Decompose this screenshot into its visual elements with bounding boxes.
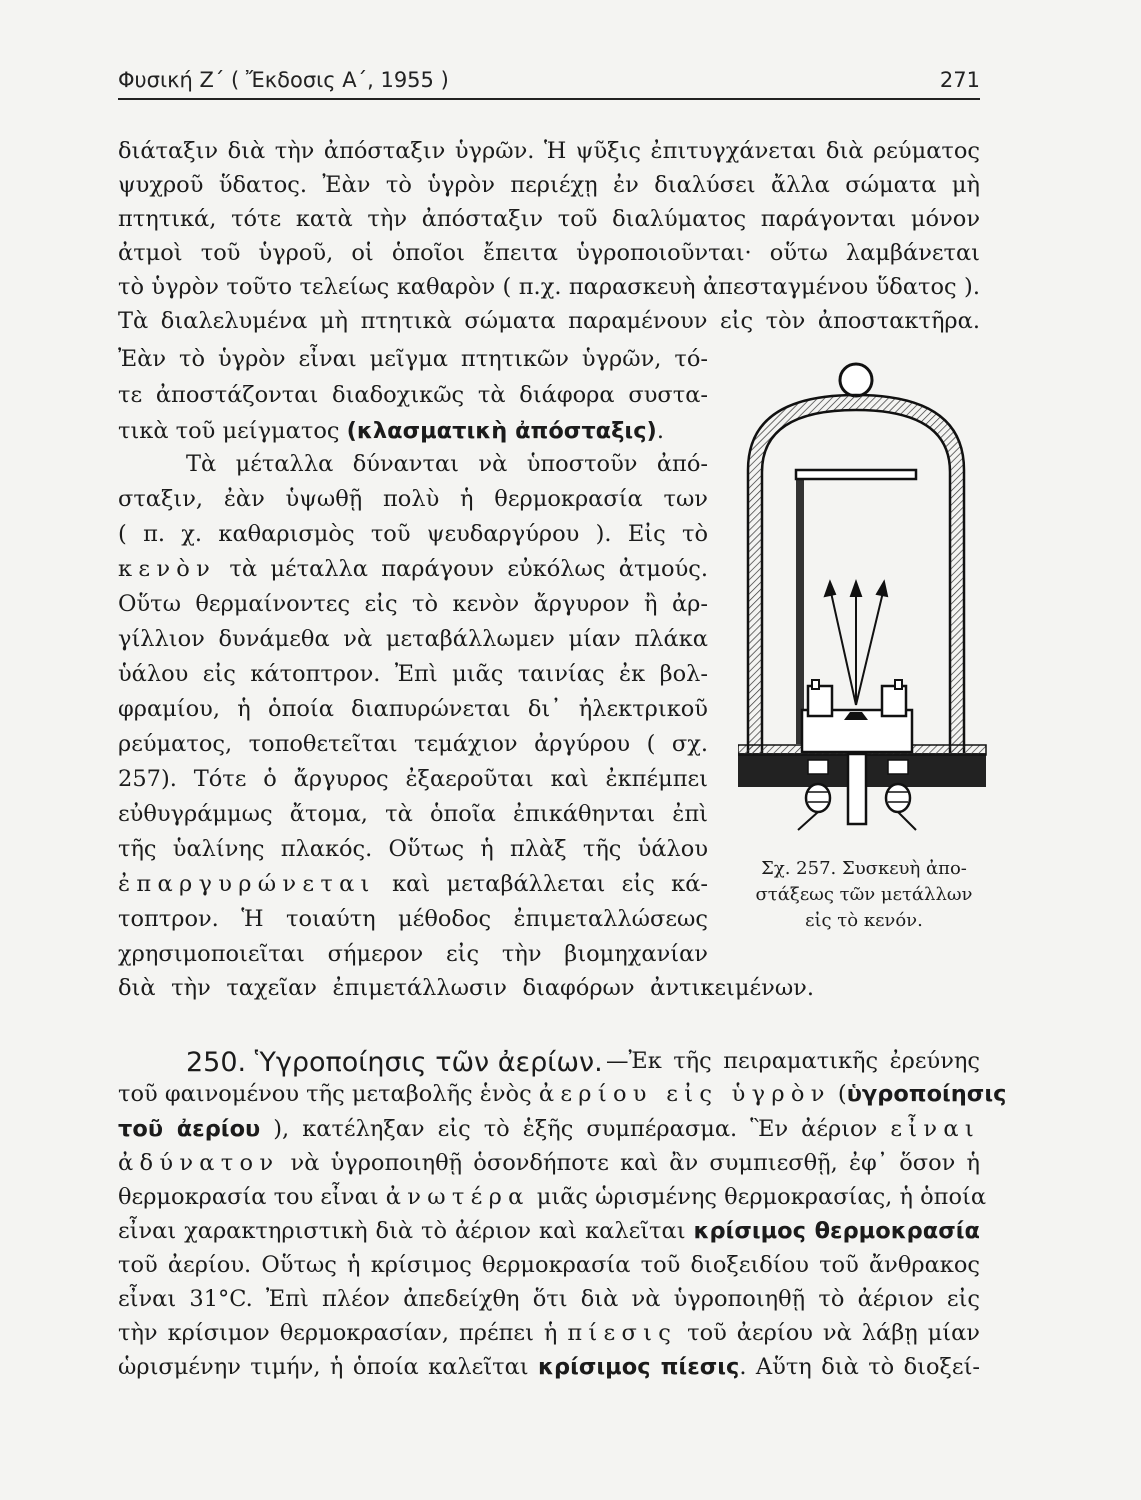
text-line: τοπτρον. Ἡ τοιαύτη μέθοδος ἐπιμεταλλώσεως	[118, 906, 708, 932]
text-line: σταξιν, ἐὰν ὑψωθῇ πολὺ ἡ θερμοκρασία των	[118, 486, 708, 512]
text-line: ὡρισμένην τιμήν, ἡ ὁποία καλεῖται κρίσιμος πίεσις. Αὕτη διὰ τὸ διοξεί-	[118, 1354, 980, 1380]
term-fractional-distillation: (κλασματικὴ ἀπόσταξις)	[346, 418, 657, 444]
text-line-vacuum: κενὸν τὰ μέταλλα παράγουν εὐκόλως ἀτμούς.	[118, 556, 708, 582]
text-line: γίλλιον δυνάμεθα νὰ μεταβάλλωμεν μίαν πλάκα	[118, 626, 708, 652]
text-line: —Ἐκ τῆς πειραματικῆς ἐρεύνης	[606, 1048, 980, 1074]
text-line: εὐθυγράμμως ἄτομα, τὰ ὁποῖα ἐπικάθηνται ἐπὶ	[118, 801, 708, 827]
text-line: τοῦ ἀερίου. Οὕτως ἡ κρίσιμος θερμοκρασία τοῦ διοξειδίου τοῦ ἄνθρακος	[118, 1252, 980, 1278]
text-line: ἀδύνατον νὰ ὑγροποιηθῇ ὁσονδήποτε καὶ ἂν συμπιεσθῇ, ἐφ᾿ ὅσον ἡ	[118, 1150, 980, 1176]
text-line: τοῦ ἀερίου ), κατέληξαν εἰς τὸ ἑξῆς συμπέρασμα. Ἓν ἀέριον εἶναι	[118, 1116, 980, 1142]
text-line: θερμοκρασία του εἶναι ἀνωτέρα μιᾶς ὡρισμένης θερμοκρασίας, ἡ ὁποία	[118, 1184, 987, 1210]
text-line: τε ἀποστάζονται διαδοχικῶς τὰ διάφορα συστα-	[118, 382, 708, 408]
text-line: ρεύματος, τοποθετεῖται τεμάχιον ἀργύρου ( σχ.	[118, 731, 708, 757]
text-line-silvering: ἐπαργυρώνεται καὶ μεταβάλλεται εἰς κά-	[118, 871, 708, 897]
running-header	[118, 68, 980, 100]
text-line: πτητικά, τότε κατὰ τὴν ἀπόσταξιν τοῦ διαλύματος παράγονται μόνον	[118, 206, 980, 232]
text-line: φραμίου, ἡ ὁποία διαπυρώνεται δι᾿ ἠλεκτρικοῦ	[118, 696, 708, 722]
term-critical-temperature: κρίσιμος θερμοκρασία	[693, 1218, 980, 1244]
text-line: διὰ τὴν ταχεῖαν ἐπιμετάλλωσιν διαφόρων ἀντικειμένων.	[118, 975, 814, 1001]
text-line: τοῦ φαινομένου τῆς μεταβολῆς ἑνὸς ἀερίου εἰς ὑγρὸν (ὑγροποίησις	[118, 1081, 1007, 1107]
vacuum-distillation-apparatus-figure	[738, 350, 988, 850]
text-line: ὑάλου εἰς κάτοπτρον. Ἐπὶ μιᾶς ταινίας ἐκ βολ-	[118, 661, 708, 687]
text-line: Τὰ μέταλλα δύνανται νὰ ὑποστοῦν ἀπό-	[186, 451, 708, 477]
text-line: ψυχροῦ ὕδατος. Ἐὰν τὸ ὑγρὸν περιέχῃ ἐν διαλύσει ἄλλα σώματα μὴ	[118, 172, 980, 198]
text-line: 257). Τότε ὁ ἄργυρος ἐξαεροῦται καὶ ἐκπέμπει	[118, 766, 708, 792]
term-liquefaction: ὑγροποίησις	[846, 1081, 1007, 1107]
text-line: διάταξιν διὰ τὴν ἀπόσταξιν ὑγρῶν. Ἡ ψῦξις ἐπιτυγχάνεται διὰ ρεύματος	[118, 138, 980, 164]
text-line: εἶναι 31°C. Ἐπὶ πλέον ἀπεδείχθη ὅτι διὰ νὰ ὑγροποιηθῇ τὸ ἀέριον εἰς	[118, 1286, 980, 1312]
text-line: εἶναι χαρακτηριστικὴ διὰ τὸ ἀέριον καὶ καλεῖται κρίσιμος θερμοκρασία	[118, 1218, 980, 1244]
text-line: Τὰ διαλελυμένα μὴ πτητικὰ σώματα παραμένουν εἰς τὸν ἀποστακτῆρα.	[118, 308, 980, 334]
text-line: τῆς ὑαλίνης πλακός. Οὕτως ἡ πλὰξ τῆς ὑάλου	[118, 836, 708, 862]
running-title: Φυσική Ζ΄ ( Ἔκδοσις Α΄, 1955 )	[118, 68, 449, 92]
text-line-fractional-distillation: τικὰ τοῦ μείγματος (κλασματικὴ ἀπόσταξις).	[118, 418, 664, 444]
section-heading: 250. Ὑγροποίησις τῶν ἀερίων.	[186, 1047, 603, 1078]
term-critical-pressure: κρίσιμος πίεσις	[538, 1354, 740, 1380]
text-line: ἀτμοὶ τοῦ ὑγροῦ, οἱ ὁποῖοι ἔπειτα ὑγροποιοῦνται· οὕτω λαμβάνεται	[118, 240, 980, 266]
text-line: τὸ ὑγρὸν τοῦτο τελείως καθαρὸν ( π.χ. παρασκευὴ ἀπεσταγμένου ὕδατος ).	[118, 274, 980, 300]
text-line: τὴν κρίσιμον θερμοκρασίαν, πρέπει ἡ πίεσις τοῦ ἀερίου νὰ λάβῃ μίαν	[118, 1320, 980, 1346]
text-line: Οὕτω θερμαίνοντες εἰς τὸ κενὸν ἄργυρον ἢ ἀρ-	[118, 591, 708, 617]
page-number: 271	[939, 68, 980, 92]
term-of-gas: τοῦ ἀερίου	[118, 1116, 261, 1142]
text-line: Ἐὰν τὸ ὑγρὸν εἶναι μεῖγμα πτητικῶν ὑγρῶν, τό-	[118, 346, 708, 372]
text-line: ( π. χ. καθαρισμὸς τοῦ ψευδαργύρου ). Εἰς τὸ	[118, 521, 708, 547]
text-line: χρησιμοποιεῖται σήμερον εἰς τὴν βιομηχανίαν	[118, 941, 708, 967]
figure-caption: Σχ. 257. Συσκευὴ ἀπο- στάξεως τῶν μετάλλων εἰς τὸ κενόν.	[755, 858, 973, 931]
